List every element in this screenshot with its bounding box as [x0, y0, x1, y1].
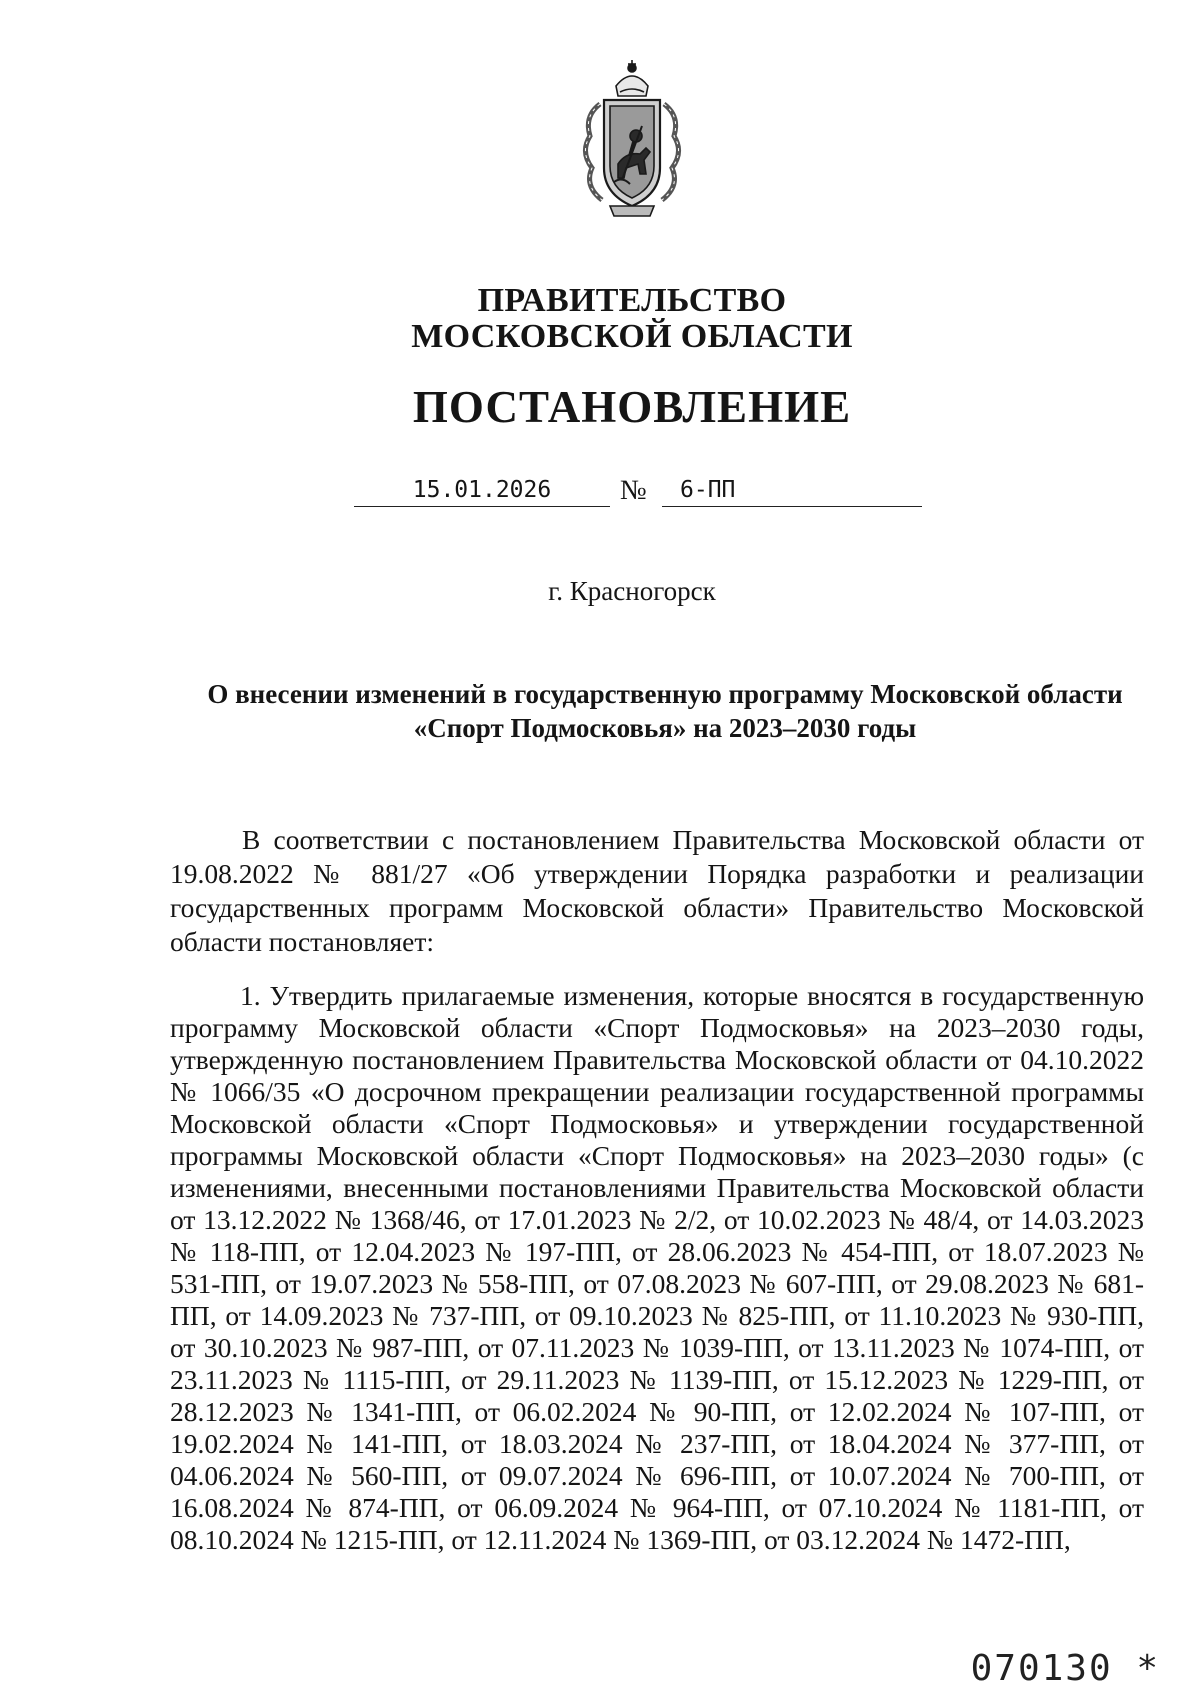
organization-name-line2: МОСКОВСКОЙ ОБЛАСТИ: [411, 318, 853, 355]
footer-serial-number: 070130 *: [970, 1648, 1160, 1689]
body-paragraph-2: 1. Утвердить прилагаемые изменения, которые вносятся в государственную программу Московской области «Спорт Подмосковья» на 2023–2030 годы, утвержденную постановлением Правительства Московской области от 04.10.2022 № 1066/35 «О досрочном прекращении реализации государственной программы Московской области «Спорт Подмосковья» и утверждении государственной программы Московской области «Спорт Подмосковья» на 2023–2030 годы» (с изменениями, внесенными постановлениями Правительства Московской области от 13.12.2022 № 1368/46, от 17.01.2023 № 2/2, от 10.02.2023 № 48/4, от 14.03.2023 № 118-ПП, от 12.04.2023 № 197-ПП, от 28.06.2023 № 454-ПП, от 18.07.2023 № 531-ПП, от 19.07.2023 № 558-ПП, от 07.08.2023 № 607-ПП, от 29.08.2023 № 681-ПП, от 14.09.2023 № 737-ПП, от 09.10.2023 № 825-ПП, от 11.10.2023 № 930-ПП, от 30.10.2023 № 987-ПП, от 07.11.2023 № 1039-ПП, от 13.11.2023 № 1074-ПП, от 23.11.2023 № 1115-ПП, от 29.11.2023 № 1139-ПП, от 15.12.2023 № 1229-ПП, от 28.12.2023 № 1341-ПП, от 06.02.2024 № 90-ПП, от 12.02.2024 № 107-ПП, от 19.02.2024 № 141-ПП, от 18.03.2024 № 237-ПП, от 18.04.2024 № 377-ПП, от 04.06.2024 № 560-ПП, от 09.07.2024 № 696-ПП, от 10.07.2024 № 700-ПП, от 16.08.2024 № 874-ПП, от 06.09.2024 № 964-ПП, от 07.10.2024 № 1181-ПП, от 08.10.2024 № 1215-ПП, от 12.11.2024 № 1369-ПП, от 03.12.2024 № 1472-ПП,: [170, 980, 1144, 1555]
document-type-title: ПОСТАНОВЛЕНИЕ: [412, 382, 852, 432]
document-date: 15.01.2026: [354, 474, 610, 507]
document-number: 6-ПП: [680, 477, 736, 503]
number-sign: №: [620, 475, 647, 506]
document-subject: О внесении изменений в государственную программу Московской области «Спорт Подмосковья» на 2023–2030 годы: [207, 679, 1123, 743]
document-number-field: [662, 474, 922, 507]
body-paragraph-1: В соответствии с постановлением Правительства Московской области от 19.08.2022 № 881/27 «Об утверждении Порядка разработки и реализации государственных программ Московской области» Правительство Московской области постановляет:: [170, 824, 1144, 957]
city-of-issue: г. Красногорск: [548, 576, 716, 606]
coat-of-arms-icon: [570, 56, 694, 224]
organization-name-line1: ПРАВИТЕЛЬСТВО: [477, 282, 787, 319]
